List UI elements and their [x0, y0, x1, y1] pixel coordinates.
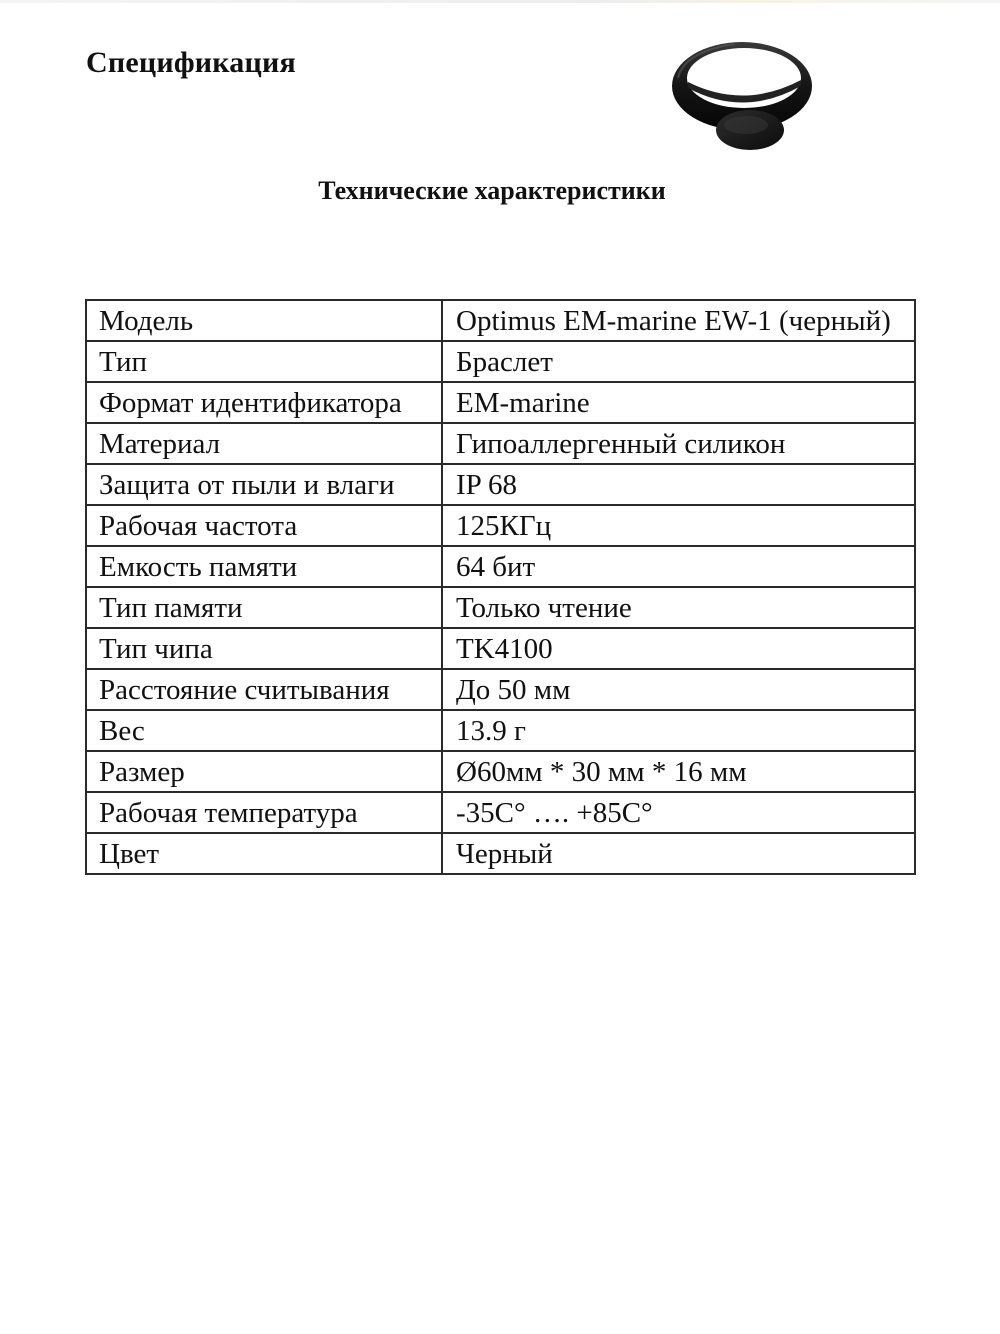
row-value: 13.9 г	[442, 710, 915, 751]
table-row	[86, 505, 915, 546]
row-value: Optimus EM-marine EW-1 (черный)	[442, 300, 915, 341]
table-row	[86, 423, 915, 464]
spec-table	[85, 299, 916, 875]
row-value: TK4100	[442, 628, 915, 669]
table-row	[86, 341, 915, 382]
table-row	[86, 546, 915, 587]
table-row	[86, 628, 915, 669]
row-value: Черный	[442, 833, 915, 874]
row-label: Тип чипа	[86, 628, 442, 669]
row-value: IP 68	[442, 464, 915, 505]
table-row	[86, 710, 915, 751]
table-row	[86, 669, 915, 710]
row-value: Браслет	[442, 341, 915, 382]
section-title: Технические характеристики	[318, 176, 666, 205]
row-label: Тип памяти	[86, 587, 442, 628]
table-row	[86, 382, 915, 423]
row-value: 125КГц	[442, 505, 915, 546]
row-label: Формат идентификатора	[86, 382, 442, 423]
table-row	[86, 587, 915, 628]
row-value: Ø60мм * 30 мм * 16 мм	[442, 751, 915, 792]
row-value: До 50 мм	[442, 669, 915, 710]
row-value: EM-marine	[442, 382, 915, 423]
page-title: Спецификация	[86, 46, 296, 79]
row-label: Материал	[86, 423, 442, 464]
row-label: Тип	[86, 341, 442, 382]
table-row	[86, 833, 915, 874]
table-row	[86, 464, 915, 505]
row-label: Модель	[86, 300, 442, 341]
row-value: Только чтение	[442, 587, 915, 628]
row-label: Рабочая частота	[86, 505, 442, 546]
row-label: Размер	[86, 751, 442, 792]
row-label: Расстояние считывания	[86, 669, 442, 710]
table-row	[86, 300, 915, 341]
top-divider	[0, 0, 1000, 3]
row-label: Вес	[86, 710, 442, 751]
row-label: Защита от пыли и влаги	[86, 464, 442, 505]
row-label: Рабочая температура	[86, 792, 442, 833]
table-row	[86, 751, 915, 792]
row-value: -35C° …. +85C°	[442, 792, 915, 833]
row-value: Гипоаллергенный силикон	[442, 423, 915, 464]
table-row	[86, 792, 915, 833]
row-label: Емкость памяти	[86, 546, 442, 587]
bracelet-icon	[664, 30, 816, 158]
row-label: Цвет	[86, 833, 442, 874]
row-value: 64 бит	[442, 546, 915, 587]
